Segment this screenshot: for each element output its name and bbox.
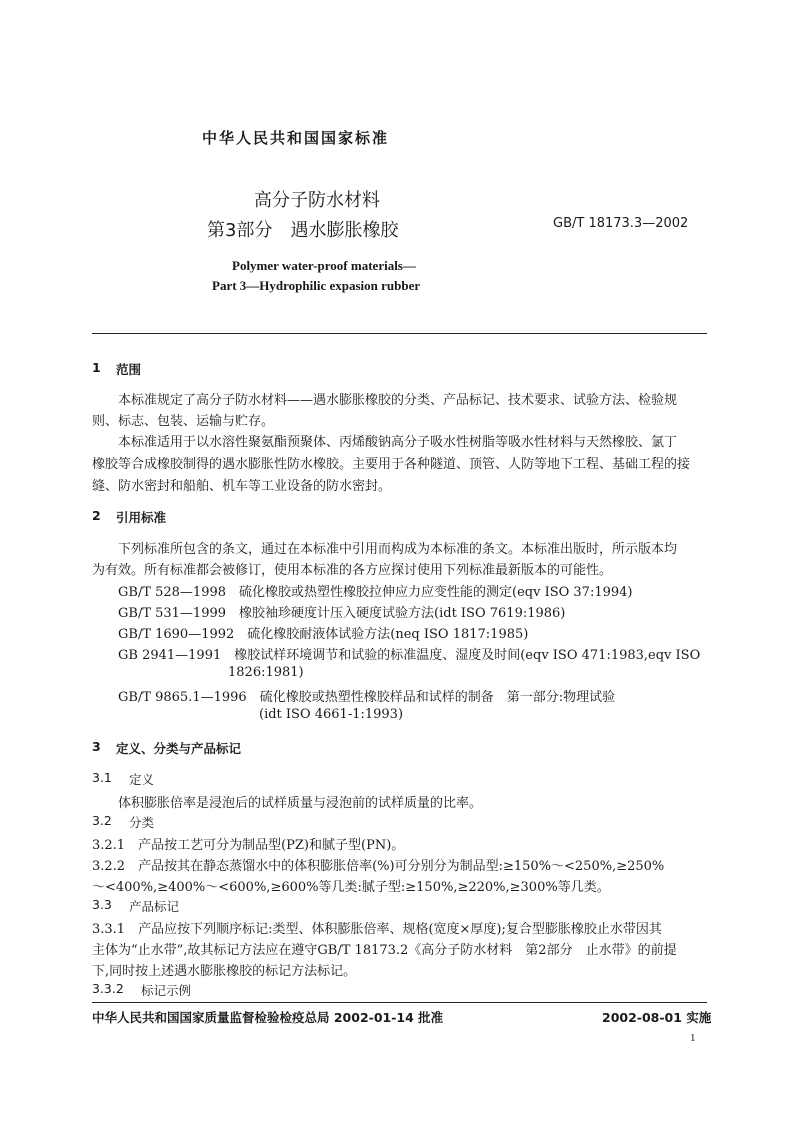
subsection-3-2-title: 分类 <box>129 815 155 830</box>
subsection-3-3-2-number: 3.3.2 <box>92 981 124 996</box>
page-number: 1 <box>690 1032 696 1044</box>
standard-title-line1: 高分子防水材料 <box>254 190 380 211</box>
subsection-3-2-1-text: 3.2.1 产品按工艺可分为制品型(PZ)和腻子型(PN)。 <box>92 838 405 853</box>
subsection-3-1-text: 体积膨胀倍率是浸泡后的试样质量与浸泡前的试样质量的比率。 <box>118 796 483 811</box>
approval-issuer: 中华人民共和国国家质量监督检验检疫总局 2002-01-14 批准 <box>92 1010 444 1025</box>
reference-item: GB/T 528—1998 硫化橡胶或热塑性橡胶拉伸应力应变性能的测定(eqv ISO 37:1994) <box>118 585 633 600</box>
reference-item: GB/T 531—1999 橡胶袖珍硬度计压入硬度试验方法(idt ISO 7619:1986) <box>118 606 566 621</box>
reference-item-continuation: (idt ISO 4661-1:1993) <box>259 707 404 722</box>
footer-divider <box>92 1002 707 1003</box>
section-1-para2-line2: 橡胶等合成橡胶制得的遇水膨胀性防水橡胶。主要用于各种隧道、顶管、人防等地下工程、基础工程的接 <box>92 457 691 472</box>
section-3-number: 3 <box>92 739 101 754</box>
subsection-3-3-title: 产品标记 <box>129 899 180 914</box>
section-2-para-line2: 为有效。所有标准都会被修订，使用本标准的各方应探讨使用下列标准最新版本的可能性。 <box>92 563 613 578</box>
section-1-number: 1 <box>92 360 101 375</box>
section-1-para2-line1: 本标准适用于以水溶性聚氨酯预聚体、丙烯酸钠高分子吸水性树脂等吸水性材料与天然橡胶、氯丁 <box>118 435 678 450</box>
reference-item: GB/T 9865.1—1996 硫化橡胶或热塑性橡胶样品和试样的制备 第一部分:物理试验 <box>118 690 616 705</box>
header-divider <box>92 333 707 334</box>
section-1-para1-line1: 本标准规定了高分子防水材料——遇水膨胀橡胶的分类、产品标记、技术要求、试验方法、检验规 <box>118 393 678 408</box>
reference-item: GB 2941—1991 橡胶试样环境调节和试验的标准温度、湿度及时间(eqv ISO 471:1983,eqv ISO <box>118 648 701 663</box>
subsection-3-3-1-line2: 主体为“止水带”,故其标记方法应在遵守GB/T 18173.2《高分子防水材料 第2部分 止水带》的前提 <box>92 943 677 958</box>
effective-date: 2002-08-01 实施 <box>602 1010 712 1025</box>
subsection-3-2-2-line1: 3.2.2 产品按其在静态蒸馏水中的体积膨胀倍率(%)可分别分为制品型:≥150%～<250%,≥250% <box>92 859 665 874</box>
subsection-3-1-number: 3.1 <box>92 770 112 785</box>
standard-code: GB/T 18173.3—2002 <box>553 216 689 231</box>
section-3-heading: 定义、分类与产品标记 <box>116 741 242 756</box>
section-2-number: 2 <box>92 508 101 523</box>
section-1-para2-line3: 缝、防水密封和船舶、机车等工业设备的防水密封。 <box>92 479 392 494</box>
section-2-heading: 引用标准 <box>116 510 167 525</box>
reference-item-continuation: 1826:1981) <box>228 665 304 680</box>
section-1-para1-line2: 则、标志、包装、运输与贮存。 <box>92 414 275 429</box>
subsection-3-3-1-line1: 3.3.1 产品应按下列顺序标记:类型、体积膨胀倍率、规格(宽度×厚度);复合型膨胀橡胶止水带因其 <box>92 922 662 937</box>
subsection-3-1-title: 定义 <box>129 772 155 787</box>
subsection-3-3-2-title: 标记示例 <box>141 983 192 998</box>
english-title-line2: Part 3—Hydrophilic expasion rubber <box>212 278 421 293</box>
subsection-3-3-1-line3: 下,同时按上述遇水膨胀橡胶的标记方法标记。 <box>92 964 357 979</box>
subsection-3-2-number: 3.2 <box>92 813 112 828</box>
section-2-para-line1: 下列标准所包含的条文，通过在本标准中引用而构成为本标准的条文。本标准出版时，所示版本均 <box>118 542 678 557</box>
subsection-3-2-2-line2: ～<400%,≥400%～<600%,≥600%等几类:腻子型:≥150%,≥220%,≥300%等几类。 <box>92 880 610 895</box>
section-1-heading: 范围 <box>116 362 142 377</box>
reference-item: GB/T 1690—1992 硫化橡胶耐液体试验方法(neq ISO 1817:1985) <box>118 627 529 642</box>
standard-title-line2: 第3部分 遇水膨胀橡胶 <box>207 220 399 241</box>
subsection-3-3-number: 3.3 <box>92 897 112 912</box>
national-standard-title: 中华人民共和国国家标准 <box>202 129 390 147</box>
english-title-line1: Polymer water-proof materials— <box>232 258 416 273</box>
